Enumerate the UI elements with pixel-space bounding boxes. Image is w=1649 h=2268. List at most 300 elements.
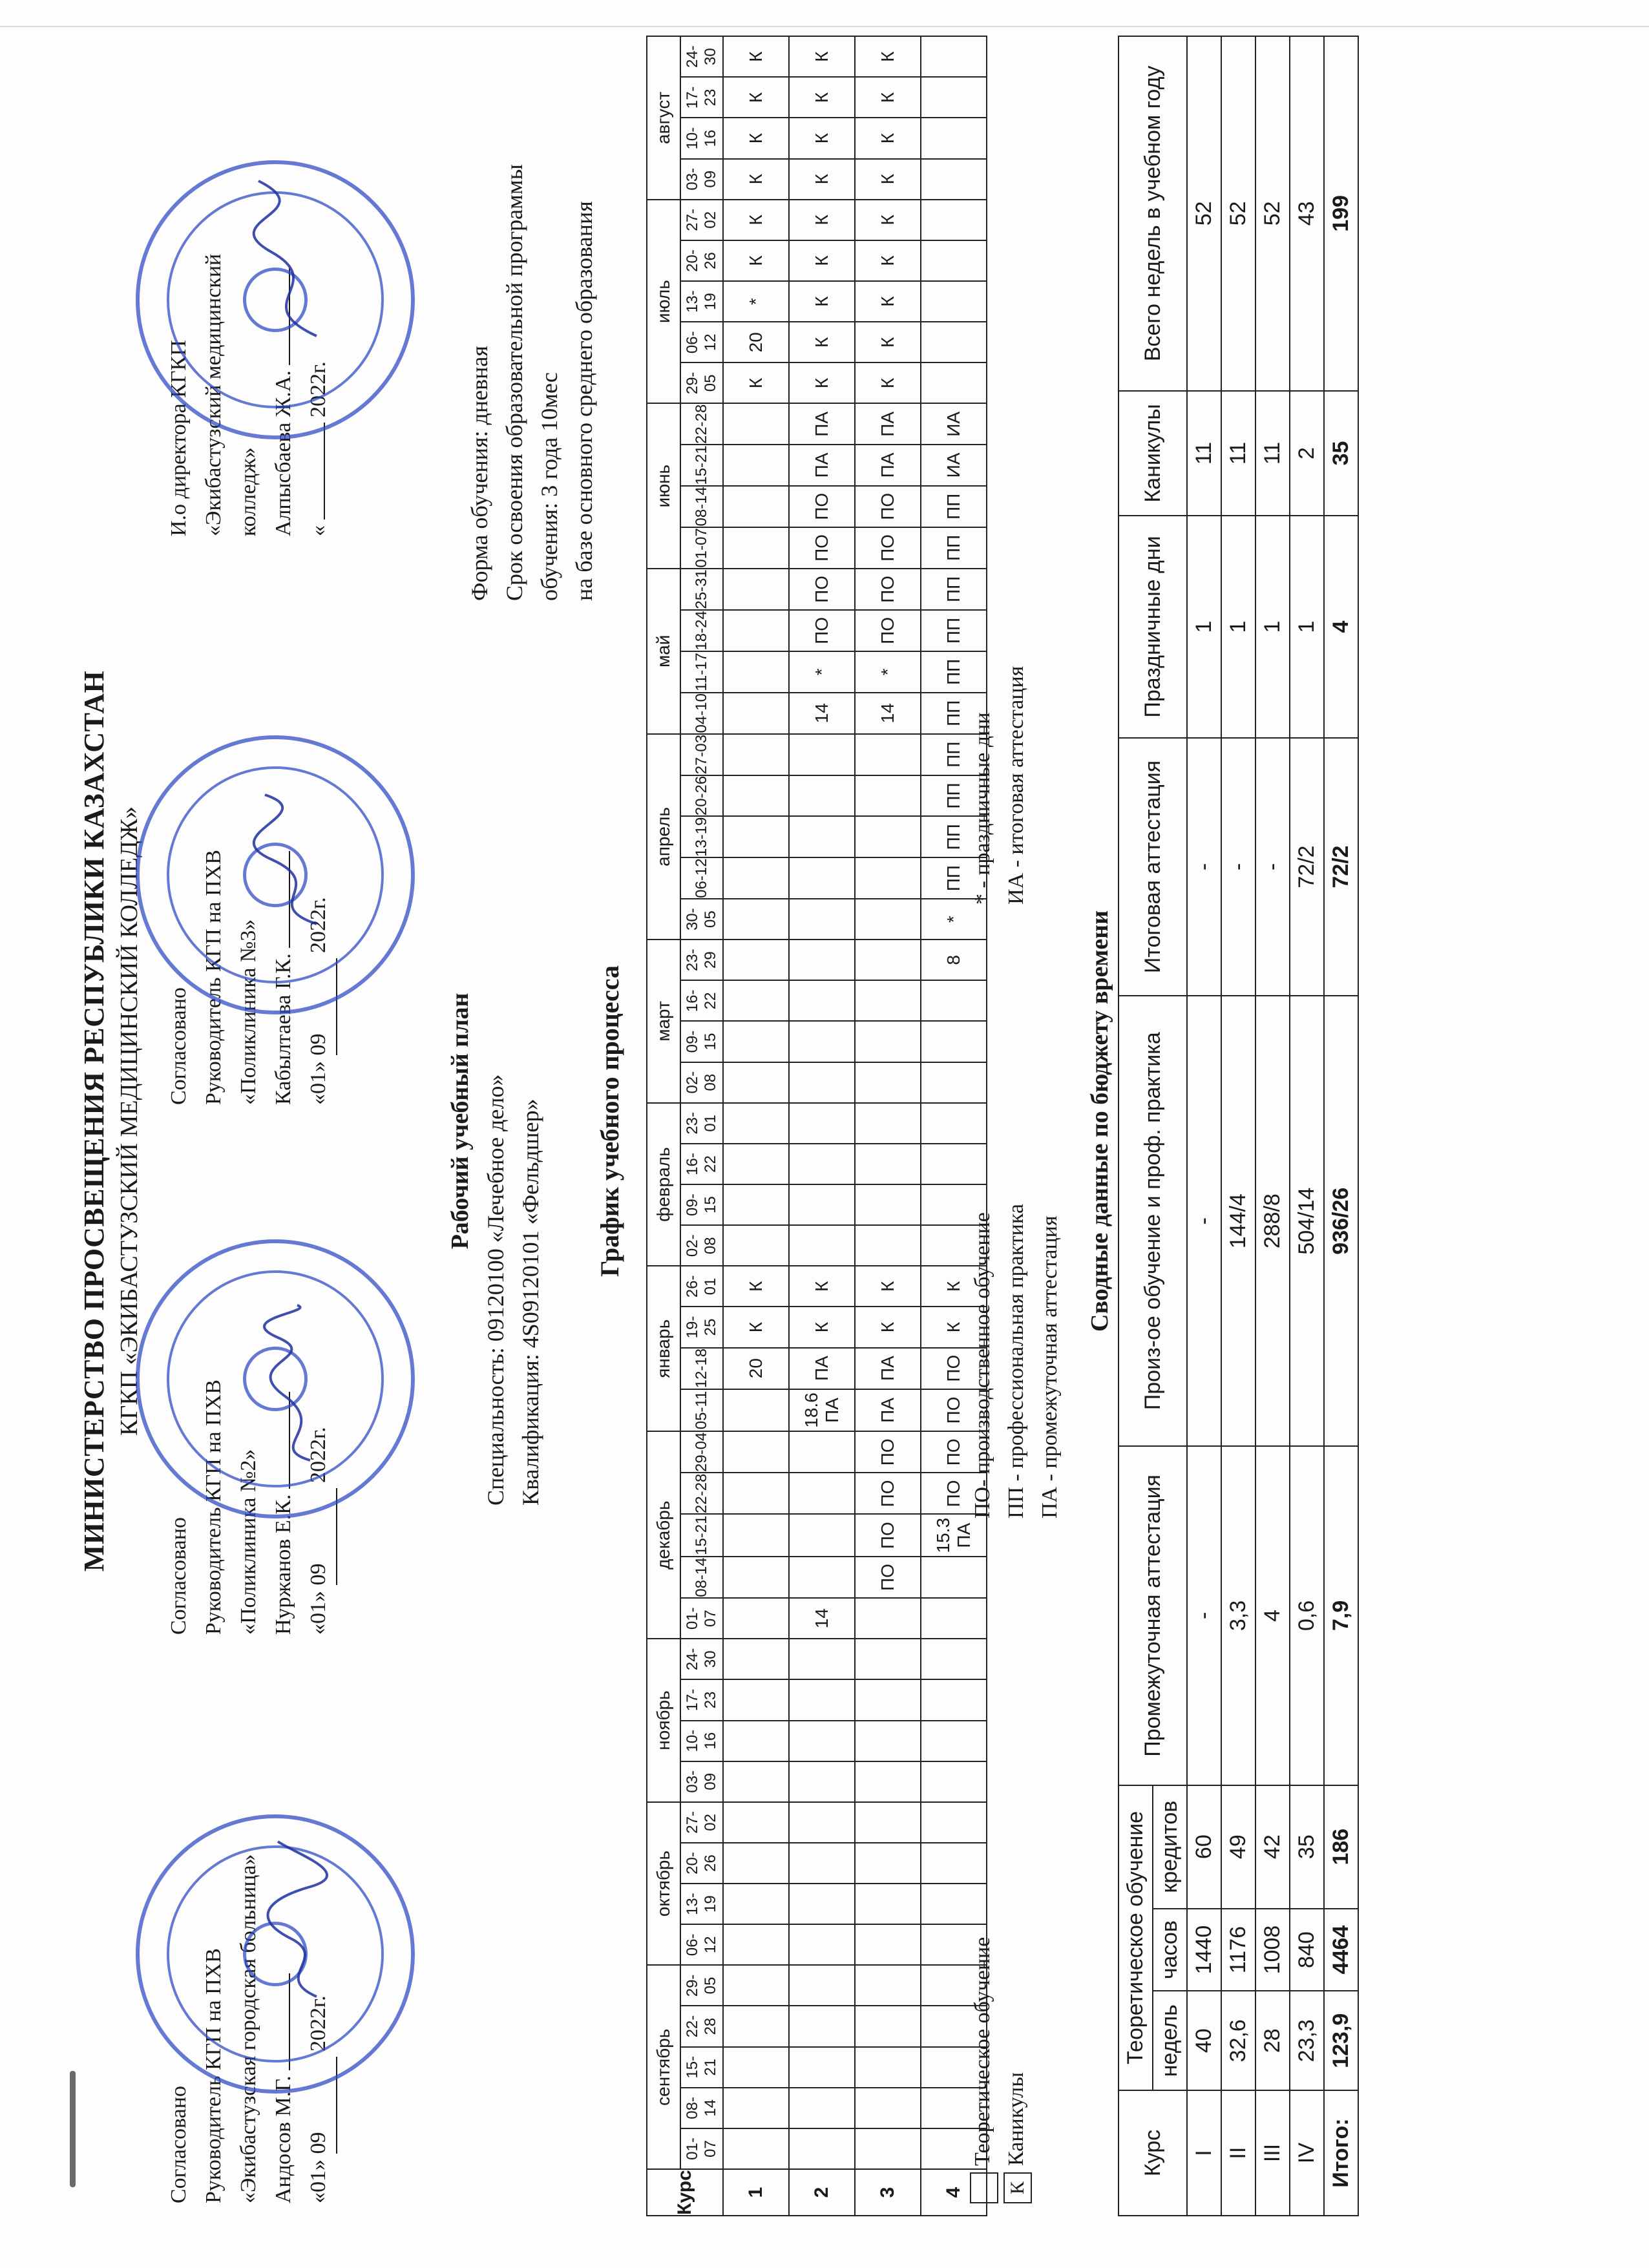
schedule-cell bbox=[723, 1514, 789, 1557]
legend-pa: ПА - промежуточная аттестация bbox=[1038, 1215, 1062, 1518]
schedule-cell: ПО bbox=[855, 1473, 921, 1514]
week-header: 02-08 bbox=[680, 1225, 723, 1266]
schedule-cell bbox=[789, 1924, 855, 1965]
schedule-cell bbox=[789, 816, 855, 857]
summary-cell: 43 bbox=[1290, 36, 1324, 391]
schedule-cell bbox=[855, 1225, 921, 1266]
schedule-cell bbox=[921, 281, 987, 322]
legend-ia: ИА - итоговая аттестация bbox=[1004, 666, 1028, 905]
schedule-cell bbox=[921, 77, 987, 118]
week-header: 27-03 bbox=[680, 734, 723, 775]
schedule-cell bbox=[723, 1924, 789, 1965]
week-header: 20-26 bbox=[680, 240, 723, 281]
week-header: 20-26 bbox=[680, 1843, 723, 1884]
schedule-row bbox=[855, 36, 921, 2216]
schedule-cell bbox=[855, 1721, 921, 1761]
schedule-cell bbox=[855, 1103, 921, 1144]
month-header: апрель bbox=[647, 734, 680, 940]
schedule-cell bbox=[921, 362, 987, 403]
schedule-cell: ПО bbox=[921, 1348, 987, 1389]
week-header: 08-14 bbox=[680, 1557, 723, 1598]
schedule-cell bbox=[855, 1924, 921, 1965]
schedule-cell: К bbox=[723, 200, 789, 240]
kurs-cell: 2 bbox=[789, 2169, 855, 2216]
week-header: 06-12 bbox=[680, 857, 723, 899]
schedule-cell: К bbox=[855, 200, 921, 240]
summary-cell: 52 bbox=[1187, 36, 1221, 391]
week-header: 10-16 bbox=[680, 118, 723, 159]
schedule-cell: 14 bbox=[789, 693, 855, 734]
week-header: 23-01 bbox=[680, 1103, 723, 1144]
summary-cell: 72/2 bbox=[1290, 738, 1324, 996]
schedule-cell bbox=[855, 734, 921, 775]
week-header: 13-19 bbox=[680, 1884, 723, 1924]
schedule-cell: ИА bbox=[921, 403, 987, 445]
week-header: 26-01 bbox=[680, 1266, 723, 1307]
week-header: 05-11 bbox=[680, 1389, 723, 1432]
schedule-cell: К bbox=[789, 362, 855, 403]
legend-left bbox=[966, 1937, 1033, 2203]
schedule-cell bbox=[855, 816, 921, 857]
summary-cell: 1 bbox=[1290, 516, 1324, 738]
schedule-cell: ПП bbox=[921, 857, 987, 899]
summary-cell: 288/8 bbox=[1255, 996, 1290, 1446]
sum-header-theory: Теоретическое обучение bbox=[1119, 1785, 1153, 2090]
sum-header-final: Итоговая аттестация bbox=[1119, 738, 1187, 996]
schedule-cell bbox=[855, 940, 921, 980]
sum-header-vacation: Каникулы bbox=[1119, 391, 1187, 516]
schedule-cell bbox=[921, 1679, 987, 1720]
schedule-cell bbox=[921, 1062, 987, 1103]
schedule-row bbox=[921, 36, 987, 2216]
approval-day: «01» bbox=[306, 1061, 330, 1105]
schedule-cell bbox=[789, 1021, 855, 1062]
schedule-cell bbox=[723, 1721, 789, 1761]
week-header: 20-26 bbox=[680, 775, 723, 817]
week-header: 13-19 bbox=[680, 816, 723, 857]
month-header: сентябрь bbox=[647, 1965, 680, 2169]
approval-line: колледж» bbox=[236, 447, 260, 536]
schedule-cell: ПО bbox=[789, 610, 855, 651]
schedule-cell bbox=[921, 118, 987, 159]
schedule-cell bbox=[723, 1184, 789, 1225]
legend-star: * - праздничные дни bbox=[971, 712, 994, 905]
week-header: 09-15 bbox=[680, 1184, 723, 1225]
schedule-cell: ПО bbox=[855, 1431, 921, 1473]
summary-cell: 1440 bbox=[1187, 1909, 1221, 1991]
approval-day: « bbox=[306, 525, 330, 536]
schedule-cell bbox=[855, 1965, 921, 2006]
week-header-row bbox=[680, 36, 723, 2216]
schedule-cell: 14 bbox=[789, 1598, 855, 1639]
schedule-cell bbox=[723, 980, 789, 1021]
schedule-cell: * bbox=[855, 651, 921, 693]
schedule-cell: ПА bbox=[855, 1389, 921, 1432]
schedule-cell: К bbox=[723, 77, 789, 118]
schedule-cell bbox=[789, 1431, 855, 1473]
study-form-line: Форма обучения: дневная bbox=[467, 346, 492, 601]
schedule-cell bbox=[789, 1965, 855, 2006]
schedule-cell: К bbox=[789, 36, 855, 77]
schedule-cell: ПП bbox=[921, 816, 987, 857]
summary-cell: 199 bbox=[1324, 36, 1358, 391]
schedule-title: График учебного процесса bbox=[595, 965, 624, 1277]
month-header: октябрь bbox=[647, 1802, 680, 1966]
schedule-cell bbox=[723, 899, 789, 940]
approval-line: И.о директора КГКП bbox=[167, 340, 191, 536]
schedule-cell bbox=[855, 1639, 921, 1679]
schedule-cell bbox=[921, 1598, 987, 1639]
sum-header-practice: Произ-ое обучение и проф. практика bbox=[1119, 996, 1187, 1446]
month-header: ноябрь bbox=[647, 1639, 680, 1802]
month-header: январь bbox=[647, 1266, 680, 1431]
schedule-cell bbox=[723, 1431, 789, 1473]
signature-mark bbox=[252, 769, 336, 937]
summary-cell: 0,6 bbox=[1290, 1446, 1324, 1785]
week-header: 16-22 bbox=[680, 980, 723, 1021]
legend-po: ПО- производственное обучение bbox=[971, 1212, 994, 1518]
summary-cell: 42 bbox=[1255, 1785, 1290, 1909]
approval-line: Руководитель КГП на ПХВ bbox=[202, 1380, 226, 1635]
approval-month: 09 bbox=[301, 959, 337, 1056]
week-header: 27-02 bbox=[680, 1802, 723, 1843]
rotated-content bbox=[65, 26, 1590, 2216]
summary-cell: 40 bbox=[1187, 1991, 1221, 2090]
week-header: 22-28 bbox=[680, 1473, 723, 1514]
sum-header-kurs: Курс bbox=[1119, 2090, 1187, 2216]
summary-cell: 840 bbox=[1290, 1909, 1324, 1991]
summary-total-row bbox=[1324, 36, 1358, 2216]
kurs-cell: 3 bbox=[855, 2169, 921, 2216]
schedule-cell: К bbox=[723, 1307, 789, 1347]
schedule-cell bbox=[789, 1144, 855, 1184]
schedule-cell: К bbox=[921, 1266, 987, 1307]
schedule-cell bbox=[723, 1473, 789, 1514]
legend-holidays: Каникулы bbox=[1004, 2072, 1028, 2166]
approval-line: «Экибастузская городская больница» bbox=[236, 1854, 260, 2203]
schedule-cell bbox=[855, 1021, 921, 1062]
summary-row bbox=[1187, 36, 1221, 2216]
schedule-cell bbox=[723, 734, 789, 775]
schedule-cell bbox=[723, 1021, 789, 1062]
schedule-cell: К bbox=[855, 281, 921, 322]
summary-cell: 32,6 bbox=[1221, 1991, 1255, 2090]
week-header: 10-16 bbox=[680, 1721, 723, 1761]
week-header: 03-09 bbox=[680, 159, 723, 200]
schedule-cell bbox=[723, 651, 789, 693]
schedule-cell bbox=[723, 2128, 789, 2169]
schedule-cell: ПО bbox=[921, 1431, 987, 1473]
week-header: 16-22 bbox=[680, 1144, 723, 1184]
schedule-cell bbox=[855, 1184, 921, 1225]
approval-line: «Экибастузский медицинский bbox=[202, 253, 226, 536]
schedule-cell bbox=[921, 1103, 987, 1144]
summary-body bbox=[1187, 36, 1358, 2216]
schedule-cell: ПО bbox=[789, 486, 855, 527]
schedule-cell: ПО bbox=[855, 569, 921, 610]
schedule-cell: ПО bbox=[921, 1389, 987, 1432]
schedule-cell: К bbox=[789, 200, 855, 240]
schedule-cell bbox=[921, 1721, 987, 1761]
schedule-cell: * bbox=[921, 899, 987, 940]
schedule-cell bbox=[789, 857, 855, 899]
schedule-cell bbox=[789, 1884, 855, 1924]
schedule-cell: К bbox=[789, 240, 855, 281]
legend-box-k: К bbox=[1003, 2172, 1032, 2203]
week-header: 22-28 bbox=[680, 403, 723, 445]
schedule-cell bbox=[789, 1473, 855, 1514]
schedule-cell: К bbox=[789, 1307, 855, 1347]
schedule-cell bbox=[723, 1639, 789, 1679]
summary-cell: 35 bbox=[1324, 391, 1358, 516]
schedule-cell: ПА bbox=[789, 1348, 855, 1389]
sum-header-total-weeks: Всего недель в учебном году bbox=[1119, 36, 1187, 391]
approval-line: Руководитель КГП на ПХВ bbox=[202, 1948, 226, 2203]
schedule-cell bbox=[855, 2128, 921, 2169]
schedule-cell: К bbox=[723, 1266, 789, 1307]
schedule-cell bbox=[921, 1802, 987, 1843]
schedule-cell: ПО bbox=[921, 1473, 987, 1514]
schedule-cell: ИА bbox=[921, 445, 987, 486]
week-header: 12-18 bbox=[680, 1348, 723, 1389]
summary-cell: 4 bbox=[1324, 516, 1358, 738]
week-header: 01-07 bbox=[680, 2128, 723, 2169]
schedule-cell: К bbox=[855, 36, 921, 77]
schedule-cell bbox=[723, 1843, 789, 1884]
schedule-cell bbox=[855, 1598, 921, 1639]
approval-line: Согласовано bbox=[167, 987, 191, 1105]
schedule-cell: К bbox=[789, 118, 855, 159]
summary-cell: 3,3 bbox=[1221, 1446, 1255, 1785]
schedule-cell bbox=[723, 857, 789, 899]
week-header: 08-14 bbox=[680, 486, 723, 527]
schedule-cell: 15.3 ПА bbox=[921, 1514, 987, 1557]
summary-cell: 2 bbox=[1290, 391, 1324, 516]
kurs-cell: 1 bbox=[723, 2169, 789, 2216]
schedule-cell bbox=[921, 980, 987, 1021]
schedule-cell bbox=[855, 1761, 921, 1802]
week-header: 23-29 bbox=[680, 940, 723, 980]
schedule-cell: ПО bbox=[855, 610, 921, 651]
week-header: 19-25 bbox=[680, 1307, 723, 1347]
schedule-cell bbox=[855, 1144, 921, 1184]
schedule-cell: 14 bbox=[855, 693, 921, 734]
schedule-cell: К bbox=[855, 322, 921, 362]
summary-cell: 1008 bbox=[1255, 1909, 1290, 1991]
schedule-cell bbox=[789, 2006, 855, 2047]
week-header: 24-30 bbox=[680, 1639, 723, 1679]
schedule-cell bbox=[789, 1802, 855, 1843]
approval-line: Согласовано bbox=[167, 1517, 191, 1635]
schedule-cell: ПП bbox=[921, 693, 987, 734]
week-header: 17-23 bbox=[680, 77, 723, 118]
qualification-text: Квалификация: 4S09120101 «Фельдшер» bbox=[518, 1098, 543, 1506]
schedule-cell bbox=[789, 1184, 855, 1225]
schedule-cell bbox=[921, 1843, 987, 1884]
schedule-row bbox=[723, 36, 789, 2216]
schedule-cell: ПА bbox=[789, 445, 855, 486]
schedule-cell: ПП bbox=[921, 651, 987, 693]
schedule-cell bbox=[921, 159, 987, 200]
summary-table bbox=[1118, 36, 1359, 2216]
week-header: 29-05 bbox=[680, 1965, 723, 2006]
schedule-cell bbox=[723, 445, 789, 486]
schedule-cell bbox=[723, 1389, 789, 1432]
schedule-cell: ПО bbox=[855, 1514, 921, 1557]
study-form-line: Срок освоения образовательной программы bbox=[501, 164, 527, 601]
schedule-body bbox=[723, 36, 987, 2216]
college-title: КГКП «ЭКИБАСТУЗСКИЙ МЕДИЦИНСКИЙ КОЛЛЕДЖ» bbox=[116, 806, 143, 1436]
schedule-cell: К bbox=[789, 1266, 855, 1307]
schedule-cell bbox=[921, 322, 987, 362]
schedule-cell bbox=[723, 569, 789, 610]
week-header: 06-12 bbox=[680, 322, 723, 362]
schedule-cell: К bbox=[723, 118, 789, 159]
summary-cell: 72/2 bbox=[1324, 738, 1358, 996]
schedule-cell bbox=[789, 1062, 855, 1103]
summary-row bbox=[1221, 36, 1255, 2216]
summary-header-row bbox=[1119, 36, 1153, 2216]
schedule-cell: ПП bbox=[921, 775, 987, 817]
schedule-cell: К bbox=[855, 1307, 921, 1347]
schedule-cell bbox=[723, 1557, 789, 1598]
summary-cell: 186 bbox=[1324, 1785, 1358, 1909]
schedule-cell: ПА bbox=[855, 445, 921, 486]
schedule-cell bbox=[789, 1721, 855, 1761]
schedule-cell bbox=[855, 1679, 921, 1720]
approval-month bbox=[324, 423, 325, 520]
summary-cell: 144/4 bbox=[1221, 996, 1255, 1446]
summary-cell: - bbox=[1187, 738, 1221, 996]
schedule-cell bbox=[789, 1103, 855, 1144]
summary-cell: 123,9 bbox=[1324, 1991, 1358, 2090]
week-header: 09-15 bbox=[680, 1021, 723, 1062]
month-header: июнь bbox=[647, 403, 680, 568]
schedule-cell: К bbox=[789, 281, 855, 322]
schedule-cell: 20 bbox=[723, 1348, 789, 1389]
summary-cell: Итого: bbox=[1324, 2090, 1358, 2216]
week-header: 04-10 bbox=[680, 693, 723, 734]
schedule-cell bbox=[723, 1679, 789, 1720]
schedule-cell bbox=[723, 940, 789, 980]
schedule-cell: ПП bbox=[921, 734, 987, 775]
month-header: август bbox=[647, 36, 680, 200]
schedule-cell: ПА bbox=[855, 403, 921, 445]
study-form-line: на базе основного среднего образования bbox=[571, 201, 597, 601]
schedule-cell: 20 bbox=[723, 322, 789, 362]
summary-cell: 52 bbox=[1255, 36, 1290, 391]
schedule-cell bbox=[855, 1884, 921, 1924]
schedule-cell bbox=[855, 1802, 921, 1843]
schedule-cell: ПП bbox=[921, 486, 987, 527]
summary-cell: 7,9 bbox=[1324, 1446, 1358, 1785]
summary-cell: 28 bbox=[1255, 1991, 1290, 2090]
approval-day: «01» bbox=[306, 1591, 330, 1635]
schedule-cell bbox=[855, 980, 921, 1021]
schedule-cell bbox=[789, 1514, 855, 1557]
legend-middle bbox=[966, 1204, 1067, 1518]
summary-cell: 4 bbox=[1255, 1446, 1290, 1785]
sum-header-hours: часов bbox=[1153, 1909, 1187, 1991]
month-header: июль bbox=[647, 200, 680, 404]
summary-row bbox=[1255, 36, 1290, 2216]
summary-cell: 4464 bbox=[1324, 1909, 1358, 1991]
schedule-cell bbox=[855, 775, 921, 817]
summary-cell: 11 bbox=[1221, 391, 1255, 516]
schedule-cell: * bbox=[723, 281, 789, 322]
schedule-cell bbox=[723, 486, 789, 527]
schedule-cell bbox=[723, 1802, 789, 1843]
sum-header-interim: Промежуточная аттестация bbox=[1119, 1446, 1187, 1785]
summary-cell: 49 bbox=[1221, 1785, 1255, 1909]
signature-mark bbox=[246, 174, 336, 342]
schedule-cell bbox=[855, 1062, 921, 1103]
summary-cell: 52 bbox=[1221, 36, 1255, 391]
week-header: 30-05 bbox=[680, 899, 723, 940]
schedule-cell: К bbox=[855, 77, 921, 118]
schedule-cell: ПП bbox=[921, 527, 987, 569]
approval-line: «Поликлиника №3» bbox=[236, 919, 260, 1105]
schedule-cell bbox=[921, 1021, 987, 1062]
month-header: май bbox=[647, 569, 680, 734]
schedule-cell bbox=[855, 899, 921, 940]
schedule-cell bbox=[921, 1144, 987, 1184]
legend-right bbox=[966, 666, 1033, 905]
summary-cell: 60 bbox=[1187, 1785, 1221, 1909]
schedule-cell bbox=[723, 1598, 789, 1639]
week-header: 29-05 bbox=[680, 362, 723, 403]
week-header: 24-30 bbox=[680, 36, 723, 77]
sum-header-weeks: недель bbox=[1153, 1991, 1187, 2090]
schedule-cell: К bbox=[789, 159, 855, 200]
approval-line: Согласовано bbox=[167, 2086, 191, 2203]
week-header: 25-31 bbox=[680, 569, 723, 610]
schedule-cell bbox=[921, 1639, 987, 1679]
schedule-cell bbox=[723, 2088, 789, 2128]
schedule-cell bbox=[723, 1965, 789, 2006]
summary-cell: - bbox=[1255, 738, 1290, 996]
week-header: 15-21 bbox=[680, 1514, 723, 1557]
week-header: 02-08 bbox=[680, 1062, 723, 1103]
schedule-row bbox=[789, 36, 855, 2216]
summary-cell: 1 bbox=[1255, 516, 1290, 738]
schedule-cell bbox=[723, 1761, 789, 1802]
week-header: 06-12 bbox=[680, 1924, 723, 1965]
schedule-cell bbox=[789, 899, 855, 940]
summary-cell: 11 bbox=[1187, 391, 1221, 516]
specialty-text: Специальность: 09120100 «Лечебное дело» bbox=[483, 1074, 509, 1506]
schedule-cell bbox=[789, 1639, 855, 1679]
approval-year: 2022г. bbox=[306, 897, 330, 953]
legend-pp: ПП - профессиональная практика bbox=[1004, 1204, 1028, 1518]
schedule-cell bbox=[723, 1884, 789, 1924]
week-header: 22-28 bbox=[680, 2006, 723, 2047]
signature-mark bbox=[258, 1835, 336, 2003]
sum-header-credits: кредитов bbox=[1153, 1785, 1187, 1909]
week-header: 15-21 bbox=[680, 2047, 723, 2088]
approval-line: Руководитель КГП на ПХВ bbox=[202, 850, 226, 1105]
week-header: 18-24 bbox=[680, 610, 723, 651]
summary-cell: - bbox=[1187, 1446, 1221, 1785]
schedule-cell bbox=[921, 1884, 987, 1924]
week-header: 15-21 bbox=[680, 445, 723, 486]
summary-cell: III bbox=[1255, 2090, 1290, 2216]
schedule-cell bbox=[789, 734, 855, 775]
schedule-cell bbox=[723, 1225, 789, 1266]
summary-cell: I bbox=[1187, 2090, 1221, 2216]
summary-cell: 35 bbox=[1290, 1785, 1324, 1909]
approval-signer: Андосов М.Г. bbox=[271, 2075, 295, 2203]
